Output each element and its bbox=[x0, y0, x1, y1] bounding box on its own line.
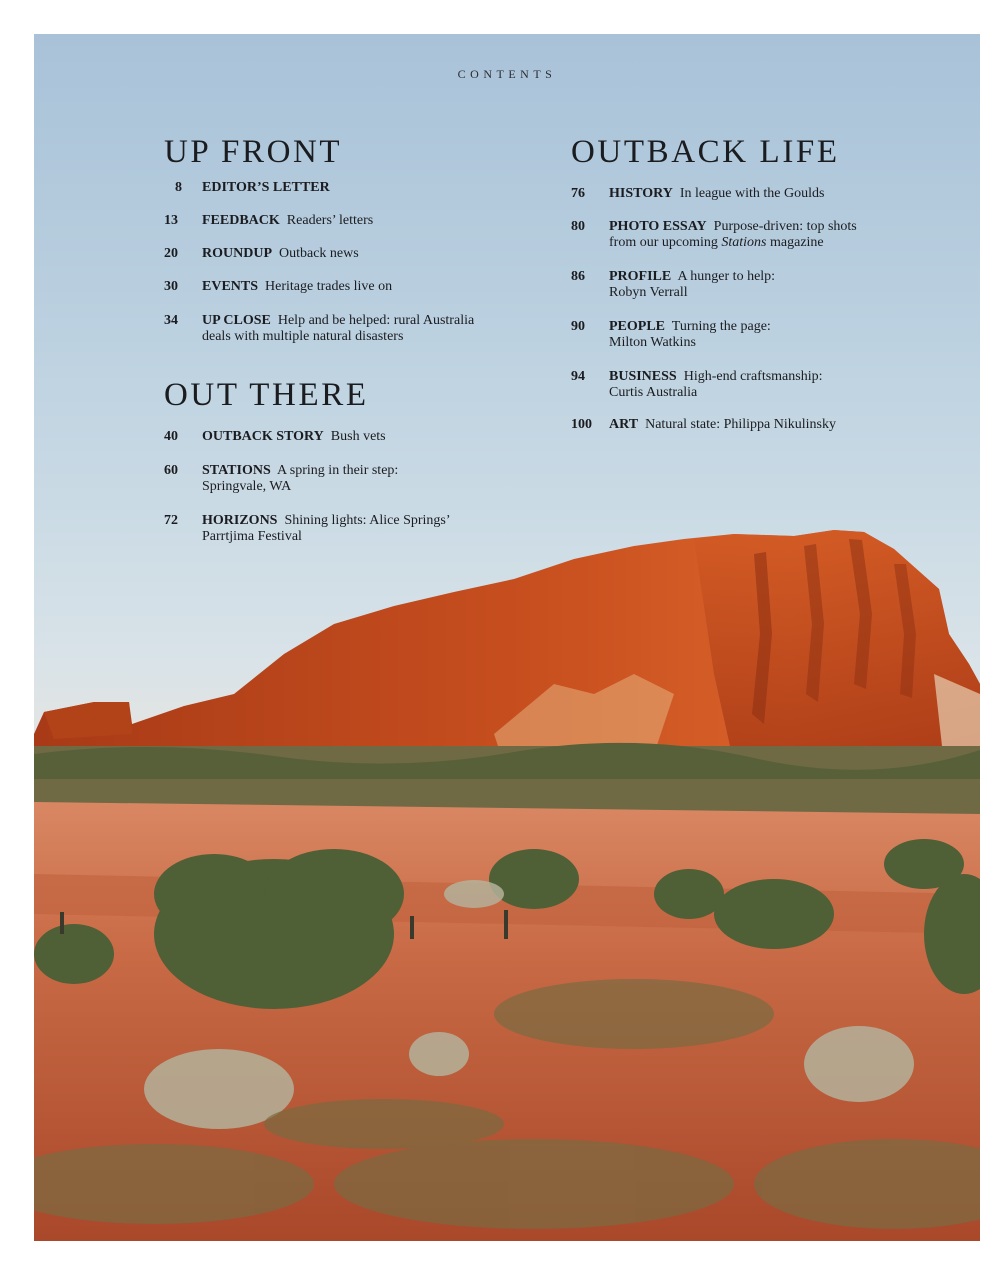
entry-section: HISTORY bbox=[609, 186, 673, 201]
page-number: 13 bbox=[164, 213, 178, 228]
page-number: 60 bbox=[164, 463, 178, 478]
toc-entry[interactable] bbox=[571, 219, 951, 253]
page-number: 72 bbox=[164, 513, 178, 528]
toc-entry[interactable] bbox=[164, 513, 544, 547]
entry-description-line2: Milton Watkins bbox=[609, 335, 696, 350]
contents-page bbox=[34, 34, 980, 1241]
entry-section: EVENTS bbox=[202, 279, 259, 294]
entry-description: High-end craftsmanship: bbox=[683, 369, 823, 384]
page-number: 40 bbox=[164, 429, 178, 444]
entry-section: STATIONS bbox=[202, 463, 271, 478]
entry-description: Outback news bbox=[279, 246, 359, 261]
entry-description-italic: Stations bbox=[721, 235, 767, 250]
page-number: 90 bbox=[571, 319, 585, 334]
entry-description-line2: Springvale, WA bbox=[202, 479, 292, 494]
entry-description: Help and be helped: rural Australia bbox=[277, 313, 475, 328]
page-number: 100 bbox=[571, 417, 592, 432]
toc-entry[interactable] bbox=[164, 463, 544, 497]
entry-section: PEOPLE bbox=[609, 319, 666, 334]
entry-description: Shining lights: Alice Springs’ bbox=[284, 513, 451, 528]
contents-heading: CONTENTS bbox=[457, 67, 557, 81]
entry-section: BUSINESS bbox=[609, 369, 677, 384]
entry-description-line2: Robyn Verrall bbox=[609, 285, 688, 300]
page-number: 76 bbox=[571, 186, 585, 201]
entry-description: A spring in their step: bbox=[276, 463, 399, 478]
toc-entry[interactable] bbox=[164, 313, 544, 347]
entry-description: Natural state: Philippa Nikulinsky bbox=[645, 417, 836, 432]
section-title-out-there: OUT THERE bbox=[164, 377, 369, 413]
entry-description-line2: from our upcoming bbox=[609, 235, 718, 250]
page-number: 8 bbox=[175, 180, 182, 195]
toc-entry[interactable] bbox=[571, 319, 951, 353]
toc-entry[interactable] bbox=[571, 269, 951, 303]
entry-description: A hunger to help: bbox=[677, 269, 776, 284]
entry-section: FEEDBACK bbox=[202, 213, 280, 228]
entry-section: OUTBACK STORY bbox=[202, 429, 324, 444]
section-title-outback-life: OUTBACK LIFE bbox=[571, 134, 840, 170]
entry-section: ROUNDUP bbox=[202, 246, 272, 261]
page-number: 94 bbox=[571, 369, 585, 384]
entry-section: PROFILE bbox=[609, 269, 672, 284]
entry-section: EDITOR’S LETTER bbox=[202, 180, 330, 195]
page-number: 86 bbox=[571, 269, 585, 284]
page-number: 34 bbox=[164, 313, 178, 328]
entry-description-tail: magazine bbox=[766, 235, 824, 250]
page-number: 30 bbox=[164, 279, 178, 294]
page-number: 20 bbox=[164, 246, 178, 261]
entry-section: UP CLOSE bbox=[202, 313, 271, 328]
toc-entry[interactable] bbox=[571, 369, 951, 403]
entry-section: HORIZONS bbox=[202, 513, 278, 528]
entry-description-line2: Parrtjima Festival bbox=[202, 529, 302, 544]
entry-description-line2: Curtis Australia bbox=[609, 385, 698, 400]
entry-description: Heritage trades live on bbox=[265, 279, 393, 294]
entry-description: Turning the page: bbox=[671, 319, 771, 334]
page-number: 80 bbox=[571, 219, 585, 234]
entry-section: PHOTO ESSAY bbox=[609, 219, 707, 234]
entry-description-line2: deals with multiple natural disasters bbox=[202, 329, 404, 344]
entry-description: Readers’ letters bbox=[286, 213, 374, 228]
entry-description: In league with the Goulds bbox=[679, 186, 825, 201]
section-title-up-front: UP FRONT bbox=[164, 134, 343, 170]
entry-description: Bush vets bbox=[330, 429, 386, 444]
entry-description: Purpose-driven: top shots bbox=[713, 219, 857, 234]
entry-section: ART bbox=[609, 417, 639, 432]
